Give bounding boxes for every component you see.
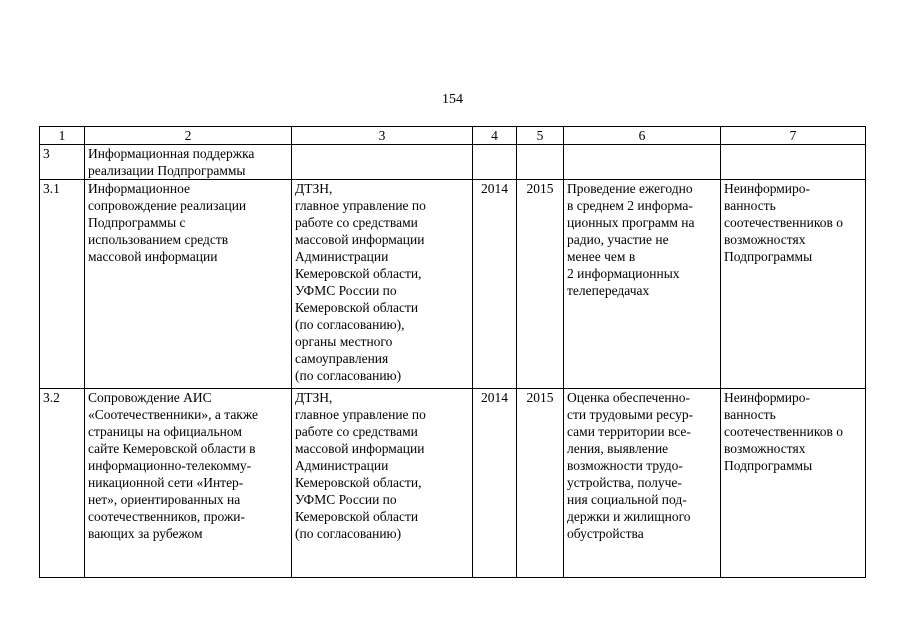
- expected-result: [564, 145, 721, 180]
- end-year: 2015: [517, 389, 564, 578]
- page-number: 154: [442, 92, 463, 107]
- start-year: 2014: [473, 389, 517, 578]
- consequence: Неинформиро- ванность соотечественников о возможностях Подпрограммы: [721, 389, 866, 578]
- end-year: [517, 145, 564, 180]
- table-row: [40, 389, 866, 578]
- program-table: [39, 126, 866, 578]
- column-header: 6: [564, 127, 721, 145]
- column-header: 4: [473, 127, 517, 145]
- executor: [292, 145, 473, 180]
- measure-name: Сопровождение АИС «Соотечественники», а также страницы на официальном сайте Кемеровской области в информационно-телекомму- никационной сети «Интер- нет», ориентированных на соотечественников, прожи- вающих за рубежом: [85, 389, 292, 578]
- start-year: 2014: [473, 180, 517, 389]
- executor: ДТЗН, главное управление по работе со средствами массовой информации Администрации Кемеровской области, УФМС России по Кемеровской области (по согласованию), органы местного самоуправления (по согласованию): [292, 180, 473, 389]
- executor: ДТЗН, главное управление по работе со средствами массовой информации Администрации Кемеровской области, УФМС России по Кемеровской области (по согласованию): [292, 389, 473, 578]
- column-header: 1: [40, 127, 85, 145]
- column-header: 7: [721, 127, 866, 145]
- consequence: [721, 145, 866, 180]
- measure-name: Информационное сопровождение реализации Подпрограммы с использованием средств массовой информации: [85, 180, 292, 389]
- start-year: [473, 145, 517, 180]
- column-header: 3: [292, 127, 473, 145]
- row-number: 3: [40, 145, 85, 180]
- table-row: [40, 180, 866, 389]
- end-year: 2015: [517, 180, 564, 389]
- expected-result: Оценка обеспеченно- сти трудовыми ресур- сами территории все- ления, выявление возможности трудо- устройства, получе- ния социальной под- держки и жилищного обустройства: [564, 389, 721, 578]
- measure-name: Информационная поддержка реализации Подпрограммы: [85, 145, 292, 180]
- row-number: 3.2: [40, 389, 85, 578]
- row-number: 3.1: [40, 180, 85, 389]
- consequence: Неинформиро- ванность соотечественников о возможностях Подпрограммы: [721, 180, 866, 389]
- expected-result: Проведение ежегодно в среднем 2 информа- ционных программ на радио, участие не менее чем в 2 информационных телепередачах: [564, 180, 721, 389]
- table-header-row: [40, 127, 866, 145]
- column-header: 2: [85, 127, 292, 145]
- table-row: [40, 145, 866, 180]
- column-header: 5: [517, 127, 564, 145]
